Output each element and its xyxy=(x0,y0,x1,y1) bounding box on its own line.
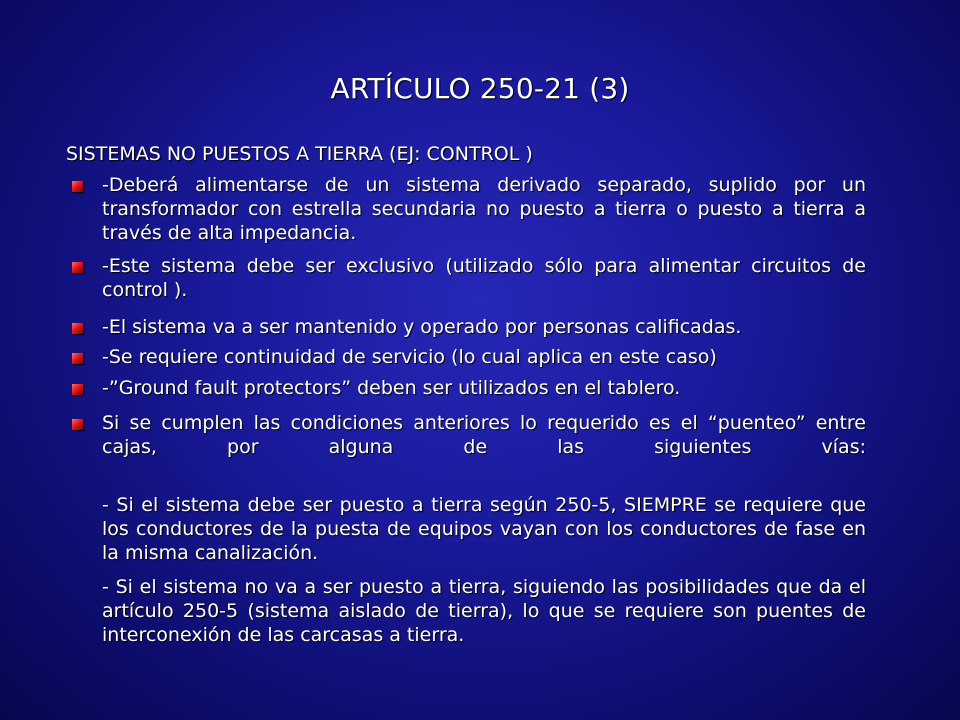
slide-title: ARTÍCULO 250-21 (3) xyxy=(330,72,630,105)
bullet-marker-icon xyxy=(72,262,83,273)
bullet-item: -Se requiere continuidad de servicio (lo cual aplica en este caso) xyxy=(102,346,717,368)
sub-item: - Si el sistema no va a ser puesto a tierra, siguiendo las posibilidades que da el artículo 250-5 (sistema aislado de tierra), lo que se requiere son puentes de interconexión de las carcasas a tierra. xyxy=(102,576,866,646)
bullet-marker-icon xyxy=(72,353,83,364)
bullet-item: -Este sistema debe ser exclusivo (utilizado sólo para alimentar circuitos de control ). xyxy=(102,255,866,301)
bullet-item: -”Ground fault protectors” deben ser utilizados en el tablero. xyxy=(102,377,681,399)
bullet-item: Si se cumplen las condiciones anteriores lo requerido es el “puenteo” entre cajas, por alguna de las siguientes vías: xyxy=(102,412,866,458)
bullet-marker-icon xyxy=(72,419,83,430)
bullet-item: -El sistema va a ser mantenido y operado por personas calificadas. xyxy=(102,316,742,338)
bullet-marker-icon xyxy=(72,384,83,395)
bullet-item: -Deberá alimentarse de un sistema derivado separado, suplido por un transformador con estrella secundaria no puesto a tierra o puesto a tierra a través de alta impedancia. xyxy=(102,174,866,244)
sub-item: - Si el sistema debe ser puesto a tierra según 250-5, SIEMPRE se requiere que los conductores de la puesta de equipos vayan con los conductores de fase en la misma canalización. xyxy=(102,494,866,564)
slide-subtitle: SISTEMAS NO PUESTOS A TIERRA (EJ: CONTROL ) xyxy=(66,143,533,165)
bullet-marker-icon xyxy=(72,181,83,192)
bullet-marker-icon xyxy=(72,323,83,334)
